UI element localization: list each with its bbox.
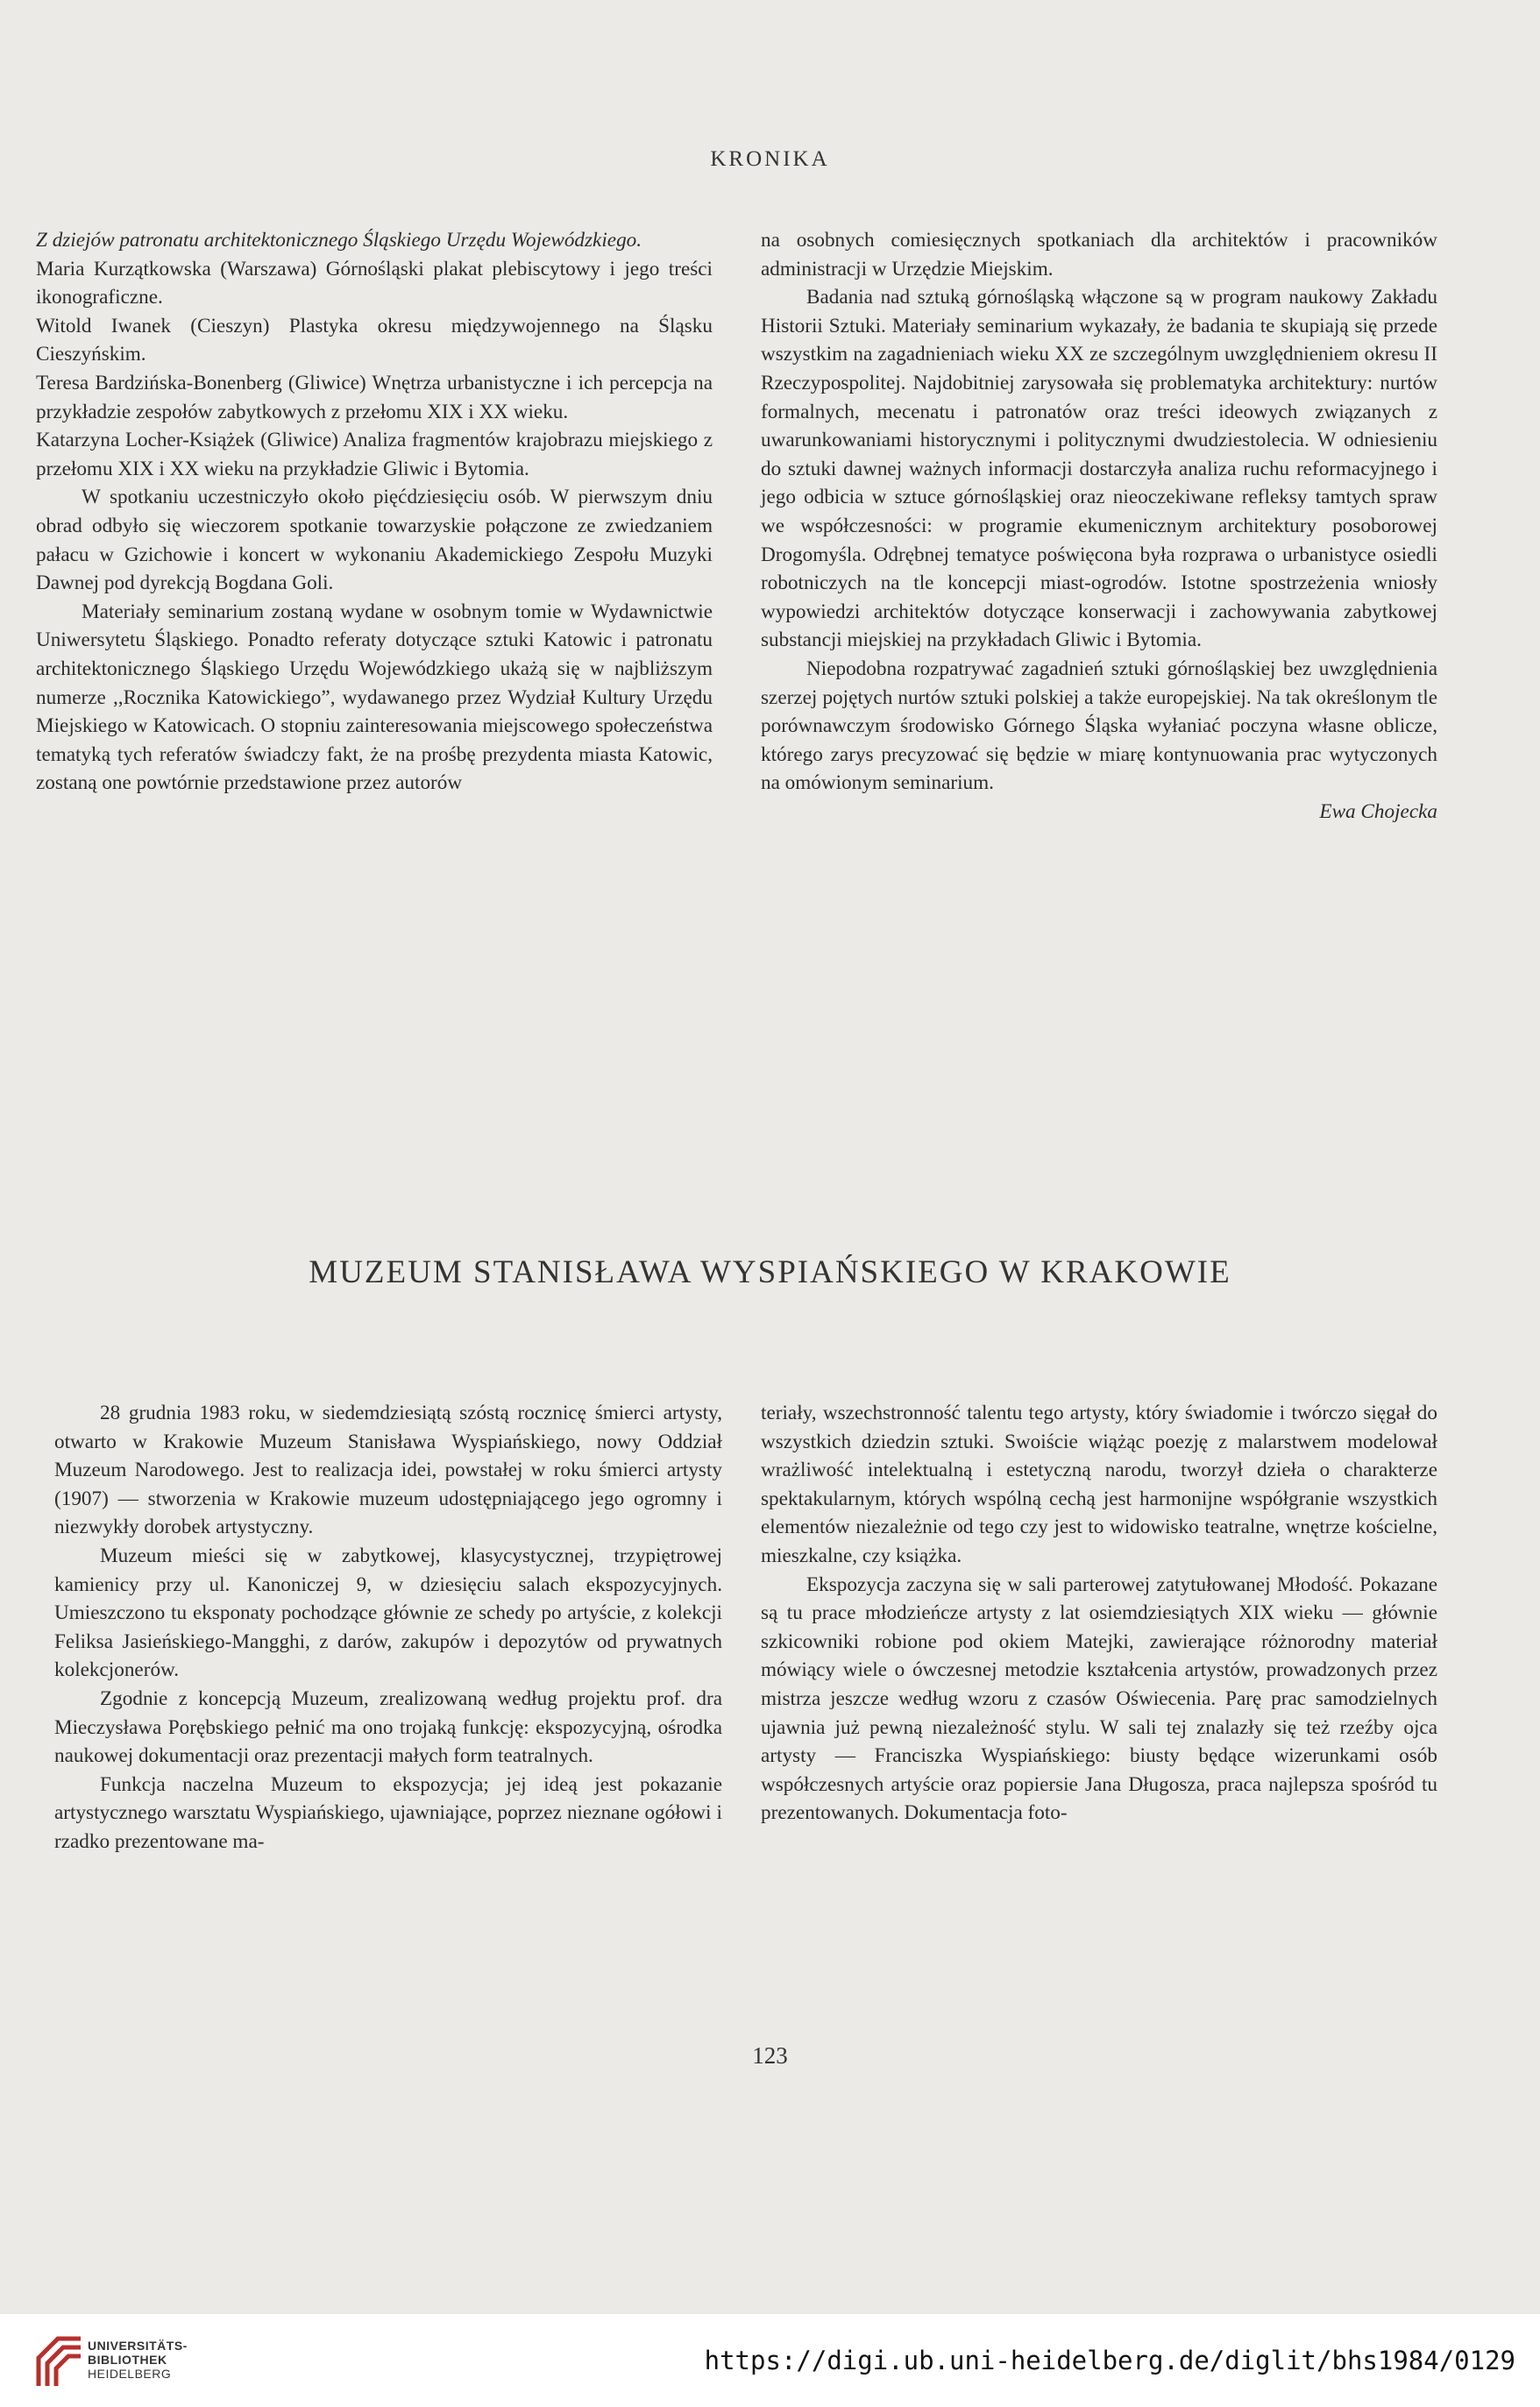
- paragraph: Badania nad sztuką górnośląską włączone są w program naukowy Zakładu Historii Sztuki. Materiały seminarium wykazały, że badania te skupiają się przede wszystkim na zagadnieniach wieku XX ze szczególnym uwzględnieniem okresu II Rzeczypospolitej. Najdobitniej zarysowała się problematyka architektury: nurtów formalnych, mecenatu i patronatów oraz treści ideowych związanych z uwarunkowaniami historycznymi i politycznymi dwudziestolecia. W odniesieniu do sztuki dawnej ważnych informacji dostarczyła analiza ruchu reformacyjnego i jego odbicia w sztuce górnośląskiej oraz nieoczekiwane refleksy tamtych spraw we współczesności: w programie ekumenicznym architektury posoborowej Drogomyśla. Odrębnej tematyce poświęcona była rozprawa o urbanistyce osiedli robotniczych na tle koncepcji miast-ogrodów. Istotne spostrzeżenia wniosły wypowiedzi architektów dotyczące konserwacji i zachowywania zabytkowej substancji miejskiej na przykładach Gliwic i Bytomia.: [761, 286, 1437, 652]
- paragraph: Ekspozycja zaczyna się w sali parterowej zatytułowanej Młodość. Pokazane są tu prace młodzieńcze artysty z lat osiemdziesiątych XIX wieku — głównie szkicowniki robione pod okiem Matejki, zawierające różnorodny materiał mówiący wiele o ówczesnej metodzie kształcenia artystów, prowadzonych przez mistrza jeszcze według wzoru z czasów Oświecenia. Parę prac samodzielnych ujawnia już pewną niezależność stylu. W sali tej znalazły się też rzeźby ojca artysty — Franciszka Wyspiańskiego: biusty będące wizerunkami osób współczesnych artyście oraz popiersie Jana Długosza, praca najlepsza spośród tu prezentowanych. Dokumentacja foto-: [761, 1573, 1437, 1825]
- bottom-left-column: [54, 1399, 722, 1857]
- top-right-column: [761, 226, 1437, 826]
- paragraph: Funkcja naczelna Muzeum to ekspozycja; jej ideą jest pokazanie artystycznego warsztatu Wyspiańskiego, ujawniające, poprzez nieznane ogółowi i rzadko prezentowane ma-: [54, 1772, 722, 1853]
- entry-paper: Witold Iwanek (Cieszyn) Plastyka okresu międzywojennego na Śląsku Cieszyńskim.: [36, 314, 713, 366]
- paragraph: Muzeum mieści się w zabytkowej, klasycystycznej, trzypiętrowej kamienicy przy ul. Kanoniczej 9, w dziesięciu salach ekspozycyjnych. Umieszczono tu eksponaty pochodzące głównie ze schedy po artyście, z kolekcji Feliksa Jasieńskiego-Mangghi, z darów, zakupów i depozytów od prywatnych kolekcjonerów.: [54, 1544, 722, 1682]
- library-logo-icon[interactable]: [32, 2332, 88, 2393]
- bottom-right-column: [761, 1399, 1437, 1828]
- footer-bar: [0, 2314, 1540, 2407]
- paragraph-continued: teriały, wszechstronność talentu tego artysty, który świadomie i twórczo sięgał do wszystkich dziedzin sztuki. Swoiście wiążąc poezję z malarstwem modelował wrażliwość intelektualną i estetyczną narodu, tworzył dzieła o charakterze spektakularnym, których wspólną cechą jest harmonijne współgranie wszystkich elementów niezależnie od tego czy jest to widowisko teatralne, wnętrze kościelne, mieszkalne, czy książka.: [761, 1402, 1437, 1567]
- library-name-line: UNIVERSITÄTS-: [88, 2339, 188, 2353]
- paragraph: W spotkaniu uczestniczyło około pięćdziesięciu osób. W pierwszym dniu obrad odbyło się wieczorem spotkanie towarzyskie połączone ze zwiedzaniem pałacu w Gzichowie i koncert w wykonaniu Akademickiego Zespołu Muzyki Dawnej pod dyrekcją Bogdana Goli.: [36, 486, 713, 595]
- entry-paper: Teresa Bardzińska-Bonenberg (Gliwice) Wnętrza urbanistyczne i ich percepcja na przykładzie zespołów zabytkowych z przełomu XIX i XX wieku.: [36, 371, 713, 423]
- paragraph: Zgodnie z koncepcją Muzeum, zrealizowaną według projektu prof. dra Mieczysława Porębskiego pełnić ma ono trojaką funkcję: ekspozycyjną, ośrodka naukowej dokumentacji oraz prezentacji małych form teatralnych.: [54, 1686, 722, 1768]
- entry-title: Z dziejów patronatu architektonicznego Śląskiego Urzędu Wojewódzkiego.: [36, 229, 642, 252]
- library-name-line: HEIDELBERG: [88, 2367, 172, 2381]
- paragraph: Materiały seminarium zostaną wydane w osobnym tomie w Wydawnictwie Uniwersytetu Śląskiego. Ponadto referaty dotyczące sztuki Katowic i patronatu architektonicznego Śląskiego Urzędu Wojewódzkiego ukażą się w najbliższym numerze ,,Rocznika Katowickiego”, wydawanego przez Wydział Kultury Urzędu Miejskiego w Katowicach. O stopniu zainteresowania miejscowego społeczeństwa tematyką tych referatów świadczy fakt, że na prośbę prezydenta miasta Katowic, zostaną one powtórnie przedstawione przez autorów: [36, 600, 713, 795]
- paragraph: Niepodobna rozpatrywać zagadnień sztuki górnośląskiej bez uwzględnienia szerzej pojętych nurtów sztuki polskiej a także europejskiej. Na tak określonym tle porównawczym środowisko Górnego Śląska wyłaniać poczyna własne oblicze, którego zarys precyzować się będzie w miarę kontynuowania prac wytyczonych na omówionym seminarium.: [761, 657, 1437, 795]
- library-name: [88, 2339, 188, 2381]
- paragraph-continued: na osobnych comiesięcznych spotkaniach dla architektów i pracowników administracji w Urzędzie Miejskim.: [761, 229, 1437, 280]
- source-url-link[interactable]: https://digi.ub.uni-heidelberg.de/diglit/bhs1984/0129: [704, 2346, 1515, 2375]
- library-name-line: BIBLIOTHEK: [88, 2353, 167, 2367]
- entry-paper: Katarzyna Locher-Książek (Gliwice) Analiza fragmentów krajobrazu miejskiego z przełomu XIX i XX wieku na przykładzie Gliwic i Bytomia.: [36, 429, 713, 480]
- top-left-column: [36, 226, 713, 798]
- author-signature: Ewa Chojecka: [1319, 799, 1437, 823]
- entry-paper: Maria Kurzątkowska (Warszawa) Górnośląski plakat plebiscytowy i jego treści ikonograficzne.: [36, 257, 713, 309]
- page-number: 123: [752, 2042, 788, 2069]
- paragraph: 28 grudnia 1983 roku, w siedemdziesiątą szóstą rocznicę śmierci artysty, otwarto w Krakowie Muzeum Stanisława Wyspiańskiego, nowy Oddział Muzeum Narodowego. Jest to realizacja idei, powstałej w roku śmierci artysty (1907) — stworzenia w Krakowie muzeum udostępniającego jego ogromny i niezwykły dorobek artystyczny.: [54, 1402, 722, 1539]
- running-head: KRONIKA: [710, 147, 830, 171]
- section-title: MUZEUM STANISŁAWA WYSPIAŃSKIEGO W KRAKOWIE: [309, 1254, 1231, 1290]
